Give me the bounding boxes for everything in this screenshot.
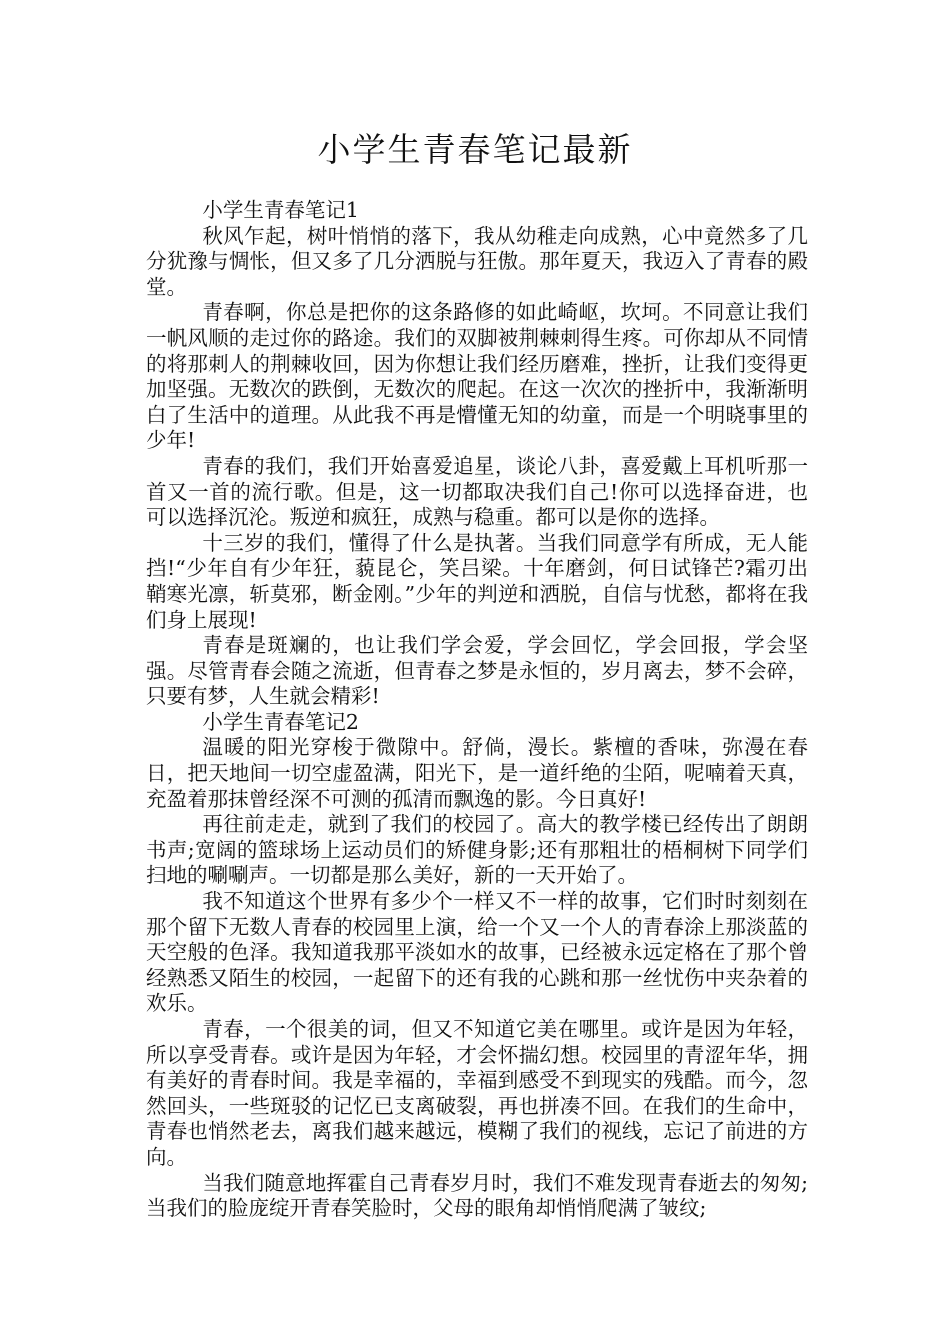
paragraph: 青春的我们，我们开始喜爱追星，谈论八卦，喜爱戴上耳机听那一首又一首的流行歌。但是，这一切都取决我们自己!你可以选择奋进，也可以选择沉沦。叛逆和疯狂，成熟与稳重。都可以是你的选择。 [146, 453, 808, 530]
paragraph: 青春啊，你总是把你的这条路修的如此崎岖，坎坷。不同意让我们一帆风顺的走过你的路途。我们的双脚被荆棘刺得生疼。可你却从不同情的将那刺人的荆棘收回，因为你想让我们经历磨难，挫折，让我们变得更加坚强。无数次的跌倒，无数次的爬起。在这一次次的挫折中，我渐渐明白了生活中的道理。从此我不再是懵懂无知的幼童，而是一个明晓事里的少年! [146, 300, 808, 453]
document-title: 小学生青春笔记最新 [317, 130, 633, 169]
section-heading: 小学生青春笔记1 [202, 198, 359, 222]
paragraph: 十三岁的我们，懂得了什么是执著。当我们同意学有所成，无人能挡!“少年自有少年狂，藐昆仑，笑吕梁。十年磨剑，何日试锋芒?霜刃出鞘寒光凛，斩莫邪，断金刚。”少年的判逆和洒脱，自信与忧愁，都将在我们身上展现! [146, 530, 808, 632]
document-body [146, 198, 808, 1222]
paragraph: 当我们随意地挥霍自己青春岁月时，我们不难发现青春逝去的匆匆;当我们的脸庞绽开青春笑脸时，父母的眼角却悄悄爬满了皱纹; [146, 1170, 808, 1221]
section-heading: 小学生青春笔记2 [202, 709, 359, 734]
paragraph: 我不知道这个世界有多少个一样又不一样的故事，它们时时刻刻在那个留下无数人青春的校园里上演，给一个又一个人的青春涂上那淡蓝的天空般的色泽。我知道我那平淡如水的故事，已经被永远定格在了那个曾经熟悉又陌生的校园，一起留下的还有我的心跳和那一丝忧伤中夹杂着的欢乐。 [146, 889, 808, 1016]
paragraph: 温暖的阳光穿梭于微隙中。舒倘，漫长。紫檀的香味，弥漫在春日，把天地间一切空虚盈满，阳光下，是一道纤绝的尘陌，呢喃着天真，充盈着那抹曾经深不可测的孤清而飘逸的影。今日真好! [146, 735, 808, 811]
paragraph: 青春是斑斓的，也让我们学会爱，学会回忆，学会回报，学会坚强。尽管青春会随之流逝，但青春之梦是永恒的，岁月离去，梦不会碎，只要有梦，人生就会精彩! [146, 633, 808, 709]
paragraph: 秋风乍起，树叶悄悄的落下，我从幼稚走向成熟，心中竟然多了几分犹豫与惆怅，但又多了几分洒脱与狂傲。那年夏天，我迈入了青春的殿堂。 [146, 223, 808, 299]
paragraph: 再往前走走，就到了我们的校园了。高大的教学楼已经传出了朗朗书声;宽阔的篮球场上运动员们的矫健身影;还有那粗壮的梧桐树下同学们扫地的唰唰声。一切都是那么美好，新的一天开始了。 [146, 812, 808, 888]
paragraph: 青春，一个很美的词，但又不知道它美在哪里。或许是因为年轻，所以享受青春。或许是因为年轻，才会怀揣幻想。校园里的青涩年华，拥有美好的青春时间。我是幸福的，幸福到感受不到现实的残酷。而今，忽然回头，一些斑驳的记忆已支离破裂，再也拼凑不回。在我们的生命中，青春也悄然老去，离我们越来越远，模糊了我们的视线，忘记了前进的方向。 [146, 1017, 808, 1169]
